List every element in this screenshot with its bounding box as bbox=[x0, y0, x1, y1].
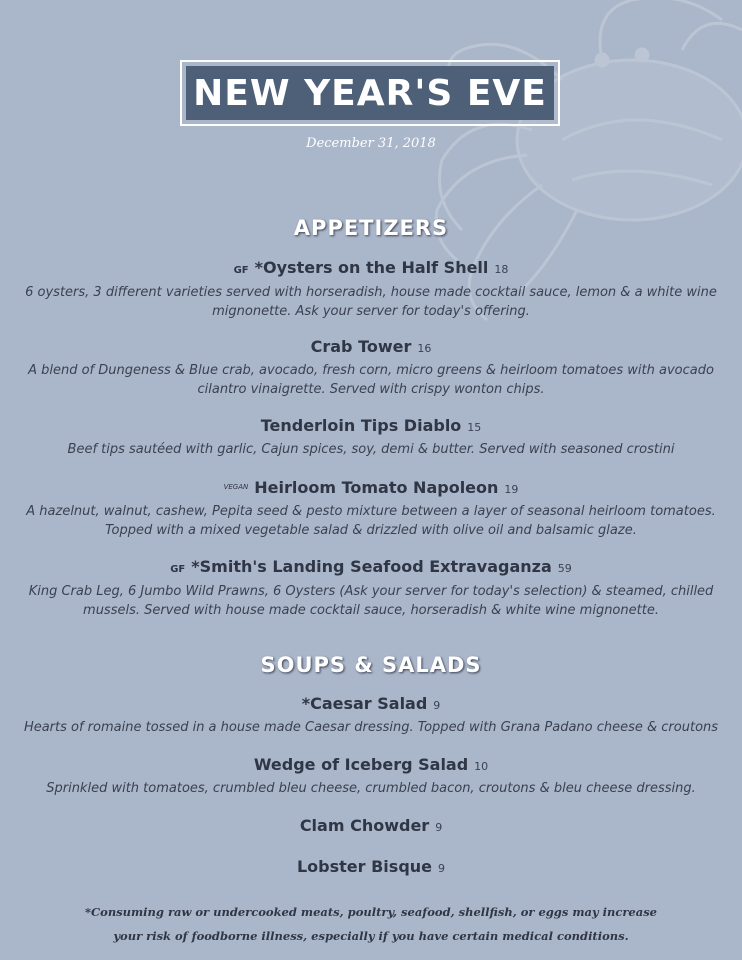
event-date: December 31, 2018 bbox=[306, 136, 436, 151]
item-description: A hazelnut, walnut, cashew, Pepita seed & pesto mixture between a layer of seasonal heirloom tomatoes. Topped with a mixed vegetable salad & drizzled with olive oil and balsamic glaze. bbox=[26, 504, 716, 538]
menu-item bbox=[20, 857, 722, 879]
item-name: Clam Chowder bbox=[299, 816, 430, 835]
item-name: *Caesar Salad bbox=[301, 694, 428, 713]
menu-item bbox=[20, 416, 722, 459]
item-price: 10 bbox=[474, 760, 489, 773]
item-description: Hearts of romaine tossed in a house made Caesar dressing. Topped with Grana Padano cheese & croutons bbox=[23, 720, 719, 735]
health-disclaimer bbox=[0, 900, 742, 948]
vegan-tag: VEGAN bbox=[223, 483, 249, 491]
menu-item bbox=[20, 557, 722, 620]
gluten-free-tag: GF bbox=[170, 564, 186, 575]
item-description: 6 oysters, 3 different varieties served with horseradish, house made cocktail sauce, lemon & a white wine mignonette. Ask your server for today's offering. bbox=[25, 285, 717, 319]
item-price: 16 bbox=[417, 342, 432, 355]
item-price: 19 bbox=[504, 483, 519, 496]
menu-item bbox=[20, 477, 722, 540]
item-description: Sprinkled with tomatoes, crumbled bleu cheese, crumbled bacon, croutons & bleu cheese dressing. bbox=[46, 781, 696, 796]
menu-item bbox=[20, 337, 722, 399]
item-name: *Smith's Landing Seafood Extravaganza bbox=[191, 557, 552, 576]
item-name: *Oysters on the Half Shell bbox=[254, 258, 489, 277]
page-title: NEW YEAR'S EVE bbox=[193, 72, 547, 114]
item-price: 9 bbox=[433, 699, 441, 712]
item-price: 59 bbox=[557, 562, 572, 575]
section-title-appetizers: APPETIZERS bbox=[293, 216, 449, 240]
item-description: King Crab Leg, 6 Jumbo Wild Prawns, 6 Oysters (Ask your server for today's selection) & steamed, chilled mussels. Served with house made cocktail sauce, horseradish & white wine mignonette. bbox=[28, 584, 714, 618]
item-price: 15 bbox=[467, 421, 482, 434]
disclaimer-line: your risk of foodborne illness, especially if you have certain medical conditions. bbox=[113, 929, 629, 943]
item-name: Heirloom Tomato Napoleon bbox=[254, 478, 499, 497]
item-price: 18 bbox=[494, 263, 509, 276]
menu-item bbox=[20, 816, 722, 838]
gluten-free-tag: GF bbox=[233, 265, 249, 276]
title-banner bbox=[180, 60, 560, 126]
disclaimer-line: *Consuming raw or undercooked meats, poultry, seafood, shellfish, or eggs may increase bbox=[84, 905, 657, 919]
item-price: 9 bbox=[438, 862, 446, 875]
item-name: Wedge of Iceberg Salad bbox=[253, 755, 469, 774]
item-description: A blend of Dungeness & Blue crab, avocado, fresh corn, micro greens & heirloom tomatoes with avocado cilantro vinaigrette. Served with crispy wonton chips. bbox=[28, 363, 714, 397]
item-name: Tenderloin Tips Diablo bbox=[260, 416, 462, 435]
item-name: Lobster Bisque bbox=[296, 857, 433, 876]
menu-item bbox=[20, 694, 722, 737]
item-description: Beef tips sautéed with garlic, Cajun spices, soy, demi & butter. Served with seasoned crostini bbox=[67, 442, 675, 457]
item-price: 9 bbox=[435, 821, 443, 834]
menu-item bbox=[20, 755, 722, 798]
item-name: Crab Tower bbox=[310, 337, 412, 356]
section-title-soups-salads: SOUPS & SALADS bbox=[260, 653, 482, 677]
menu-item bbox=[20, 258, 722, 321]
